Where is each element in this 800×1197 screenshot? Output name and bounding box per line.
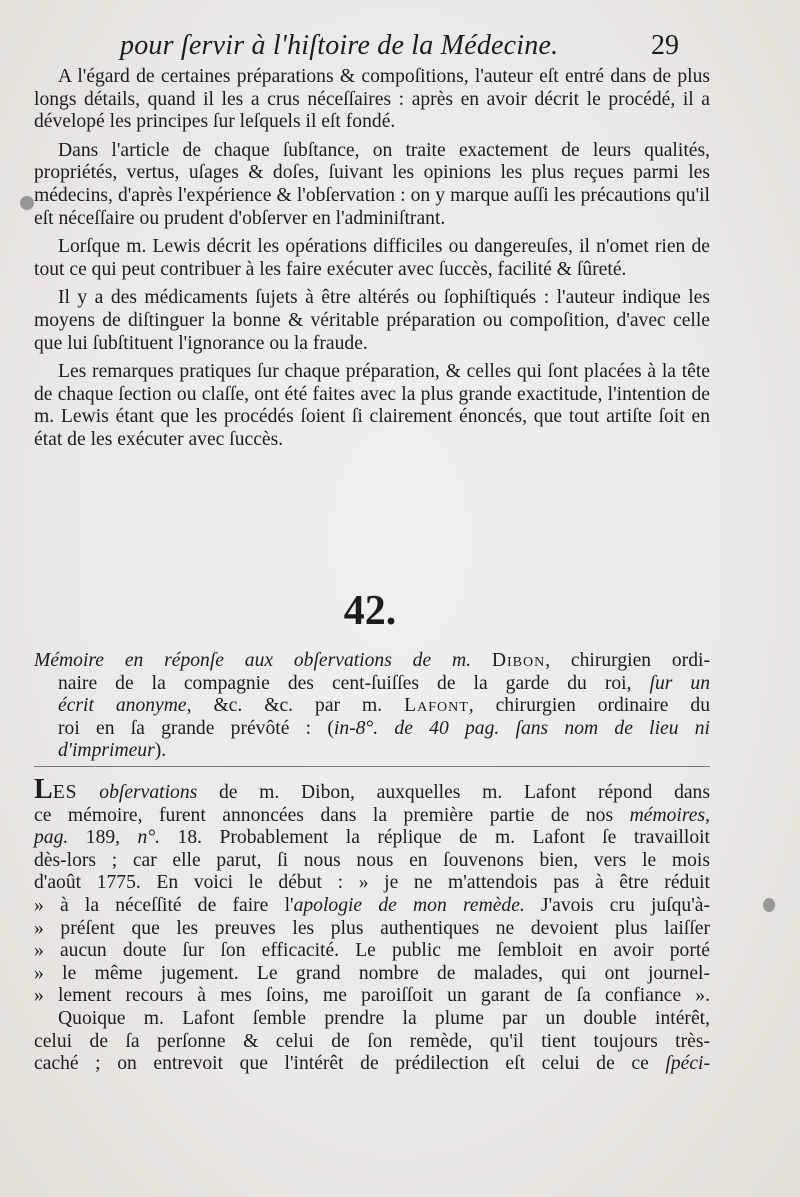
article-line: » lement recours à mes ſoins, me paroiſſoit un garant de ſa confiance ». (34, 985, 710, 1007)
article-text (34, 774, 711, 1076)
article-text-run: n°. (137, 827, 161, 849)
entry-format: in-8°. de 40 pag. ſans nom de lieu ni (333, 717, 710, 739)
article-text-run: 18. Probablement la réplique de m. Lafont ſe travailloit (177, 827, 711, 849)
entry-line (34, 718, 710, 741)
article-line (34, 895, 710, 918)
entry-line (34, 740, 710, 763)
entry-text: ). (154, 740, 167, 762)
article-text-run: 189, (85, 827, 121, 849)
article-text-run: ce mémoire, furent annoncées dans la première partie de nos (34, 804, 614, 826)
article-line (34, 774, 710, 805)
paragraph: Dans l'article de chaque ſubſtance, on traite exactement de leurs qualités, propriétés, vertus, uſages & doſes, ſuivant les opinions les plus reçues parmi les médecins, d'après l'expérience & l'obſervation : on y marque auſſi les précautions qu'il eſt néceſſaire ou prudent d'obſerver en l'adminiſtrant. (34, 139, 710, 229)
entry-text: naire de la compagnie des cent-ſuiſſes de la garde du roi, (58, 672, 632, 694)
article-line (34, 827, 710, 850)
entry-format: d'imprimeur (58, 740, 155, 762)
article-text-run: » à la néceſſité de faire l' (34, 894, 294, 916)
paragraph: A l'égard de certaines préparations & compoſitions, l'auteur eſt entré dans de plus longs détails, quand il les a crus néceſſaires : après en avoir décrit le procédé, il a dévelopé les principes ſur leſquels il eſt fondé. (34, 66, 710, 133)
entry-title-text: écrit anonyme (58, 695, 187, 717)
article-line: » le même jugement. Le grand nombre de malades, qui ont journel- (34, 962, 710, 984)
divider (34, 766, 710, 767)
article-line: » préſent que les preuves les plus authentiques ne devoient plus laiſſer (34, 917, 710, 939)
entry-title-text: ſur un (649, 672, 710, 694)
section-number: 42. (343, 588, 397, 634)
article-text-run: J'avois cru juſqu'à- (541, 894, 710, 916)
entry-text: , chirurgien ordinaire du (468, 695, 710, 717)
author-name: Dibon (491, 650, 546, 671)
paragraph: Lorſque m. Lewis décrit les opérations difficiles ou dangereuſes, il n'omet rien de tout ce qui peut contribuer à les faire exécuter avec ſuccès, facilité & ſûreté. (34, 236, 710, 280)
entry-text: , &c. &c. par m. (186, 695, 383, 717)
drop-cap: L (34, 774, 53, 805)
article-text-run: caché ; on entrevoit que l'intérêt de prédilection eſt celui de ce (34, 1053, 649, 1075)
paragraph: Il y a des médicaments ſujets à être altérés ou ſophiſtiqués : l'auteur indique les moyens de diſtinguer la bonne & véritable préparation ou compoſition, d'avec celle que lui ſubſtituent l'ignorance ou la fraude. (34, 287, 710, 354)
article-text-run: mémoires, (629, 804, 710, 826)
article-text-run: pag. (34, 827, 69, 849)
entry-line (34, 673, 710, 696)
article-line: d'août 1775. En voici le début : » je ne m'attendois pas à être réduit (34, 872, 710, 894)
entry-line (34, 650, 710, 673)
article-line: celui de ſa perſonne & celui de ſon remède, qu'il tient toujours très- (34, 1030, 710, 1052)
ink-blot (20, 196, 34, 210)
paragraph: Les remarques pratiques ſur chaque préparation, & celles qui ſont placées à la tête de chaque ſection ou claſſe, ont été faites avec la plus grande exactitude, l'intention de m. Lewis étant que les procédés ſoient ſi clairement énoncés, que tout artiſte ſoit en état de les exécuter avec ſuccès. (34, 361, 710, 450)
running-header: pour ſervir à l'hiſtoire de la Médecine. (120, 30, 559, 61)
article-line: » aucun doute ſur ſon efficacité. Le public me ſembloit en avoir porté (34, 940, 710, 962)
ink-blot (763, 898, 775, 912)
entry-title-text: Mémoire en réponſe aux obſervations de m. (34, 650, 472, 671)
article-text-run: obſervations (99, 782, 198, 803)
article-text-run: apologie de mon remède. (293, 894, 525, 916)
article-text-run: de m. Dibon, auxquelles m. Lafont répond dans (218, 782, 710, 803)
article-text-run: ES (52, 782, 78, 803)
article-line (34, 1053, 710, 1076)
article-line: Quoique m. Lafont ſemble prendre la plume par un double intérêt, (58, 1007, 710, 1029)
article-line: dès-lors ; car elle parut, ſi nous nous en ſouvenons bien, vers le mois (34, 849, 710, 871)
author-name: Lafont (404, 695, 469, 717)
bibliographic-entry (34, 650, 710, 763)
entry-line (34, 695, 710, 718)
article-text-run: ſpéci- (665, 1053, 710, 1075)
entry-text: , chirurgien ordi- (545, 650, 710, 671)
entry-text: roi en ſa grande prévôté : ( (58, 717, 334, 739)
review-text (34, 66, 710, 458)
page-number: 29 (651, 30, 679, 61)
article-line (34, 805, 710, 828)
